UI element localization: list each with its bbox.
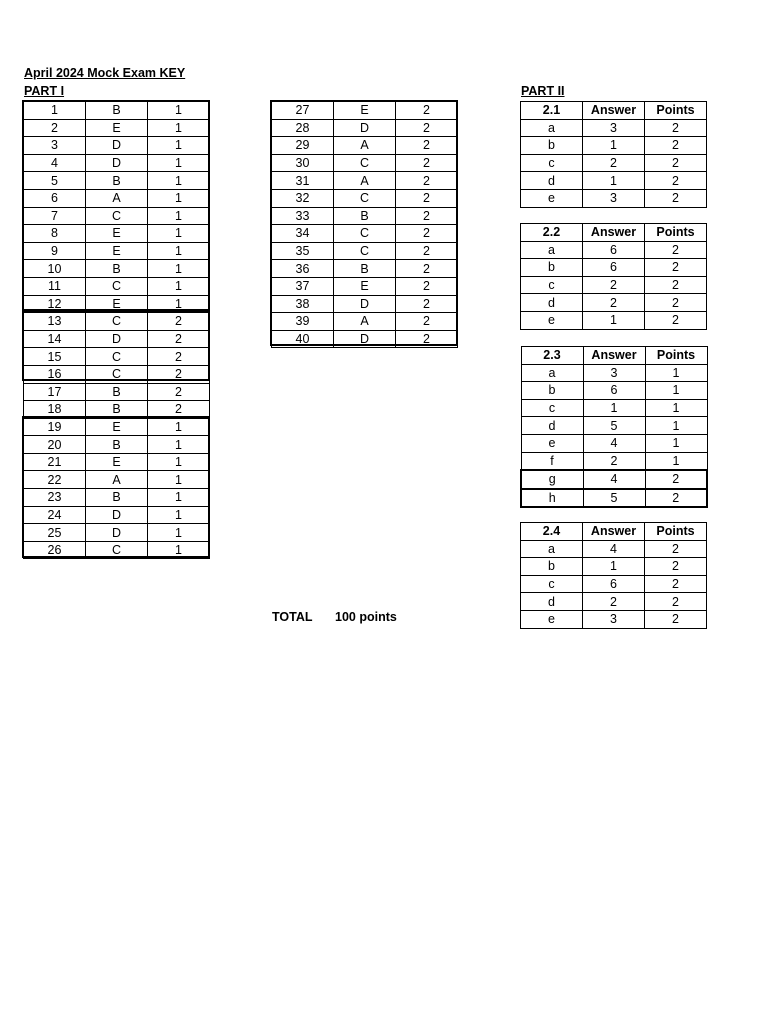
answer-row: [521, 452, 707, 470]
answer-row: [24, 330, 210, 348]
part2-table-2-3: [520, 346, 708, 508]
answer-row: [521, 311, 707, 329]
points-cell: 2: [396, 189, 458, 207]
answer-cell: B: [86, 102, 148, 120]
item-cell: 38: [272, 295, 334, 313]
section-header: 2.4: [521, 523, 583, 541]
points-cell: 2: [148, 348, 210, 366]
answer-cell: 6: [583, 241, 645, 259]
answer-row: [24, 154, 210, 172]
item-cell: 3: [24, 137, 86, 155]
document-title: April 2024 Mock Exam KEY: [24, 66, 186, 80]
answer-cell: B: [86, 401, 148, 419]
points-cell: 2: [148, 330, 210, 348]
answer-row: [521, 399, 707, 417]
answer-row: [272, 313, 458, 331]
item-cell: 27: [272, 102, 334, 120]
answer-row: [272, 189, 458, 207]
points-cell: 1: [148, 207, 210, 225]
answer-row: [521, 434, 707, 452]
item-cell: d: [521, 417, 583, 435]
part2-table-2-1: [520, 101, 707, 208]
answer-cell: A: [86, 189, 148, 207]
points-cell: 1: [148, 471, 210, 489]
answer-row: [521, 259, 707, 277]
item-cell: a: [521, 119, 583, 137]
points-cell: 2: [148, 383, 210, 401]
answer-cell: E: [334, 102, 396, 120]
total-value: 100 points: [335, 610, 397, 624]
answer-cell: C: [86, 365, 148, 383]
answer-cell: B: [86, 436, 148, 454]
item-cell: a: [521, 241, 583, 259]
answer-row: [24, 453, 210, 471]
points-header: Points: [645, 347, 707, 365]
answer-cell: D: [334, 330, 396, 348]
points-cell: 1: [148, 119, 210, 137]
answer-cell: B: [86, 489, 148, 507]
points-cell: 1: [148, 524, 210, 542]
answer-cell: 3: [583, 610, 645, 628]
answer-cell: A: [334, 172, 396, 190]
points-cell: 2: [645, 593, 707, 611]
answer-row: [24, 137, 210, 155]
table-header-row: [521, 102, 707, 120]
answer-row: [521, 382, 707, 400]
answer-cell: D: [86, 330, 148, 348]
points-cell: 2: [645, 558, 707, 576]
item-cell: 1: [24, 102, 86, 120]
answer-row: [272, 207, 458, 225]
item-cell: 5: [24, 172, 86, 190]
answer-row: [521, 610, 707, 628]
answer-cell: D: [334, 119, 396, 137]
answer-row: [24, 102, 210, 120]
points-cell: 1: [148, 172, 210, 190]
answer-row: [521, 558, 707, 576]
item-cell: 10: [24, 260, 86, 278]
section-header: 2.1: [521, 102, 583, 120]
answer-row: [521, 364, 707, 382]
answer-row: [521, 417, 707, 435]
points-cell: 1: [148, 137, 210, 155]
answer-row: [521, 276, 707, 294]
answer-cell: 2: [583, 593, 645, 611]
item-cell: 24: [24, 506, 86, 524]
points-cell: 2: [645, 259, 707, 277]
answer-row: [272, 137, 458, 155]
answer-cell: 4: [583, 540, 645, 558]
answer-row: [272, 225, 458, 243]
item-cell: b: [521, 259, 583, 277]
item-cell: 18: [24, 401, 86, 419]
answer-row: [521, 154, 707, 172]
answer-cell: A: [86, 471, 148, 489]
points-cell: 2: [396, 207, 458, 225]
answer-row: [521, 137, 707, 155]
item-cell: e: [521, 434, 583, 452]
item-cell: 33: [272, 207, 334, 225]
item-cell: 36: [272, 260, 334, 278]
answer-cell: C: [86, 541, 148, 559]
item-cell: 14: [24, 330, 86, 348]
points-cell: 2: [148, 401, 210, 419]
answer-cell: 6: [583, 575, 645, 593]
table-header-row: [521, 347, 707, 365]
item-cell: 34: [272, 225, 334, 243]
points-cell: 2: [396, 172, 458, 190]
answer-cell: E: [86, 453, 148, 471]
points-cell: 2: [645, 154, 707, 172]
points-cell: 2: [396, 260, 458, 278]
points-cell: 2: [645, 470, 707, 489]
item-cell: e: [521, 311, 583, 329]
answer-cell: 6: [583, 382, 645, 400]
answer-row: [272, 260, 458, 278]
answer-cell: C: [334, 154, 396, 172]
answer-cell: 1: [583, 137, 645, 155]
answer-cell: 6: [583, 259, 645, 277]
points-cell: 2: [396, 102, 458, 120]
answer-row: [521, 593, 707, 611]
part1-table-2: [271, 101, 458, 348]
answer-cell: B: [86, 172, 148, 190]
item-cell: 16: [24, 365, 86, 383]
item-cell: e: [521, 189, 583, 207]
answer-row: [521, 294, 707, 312]
answer-cell: C: [86, 277, 148, 295]
answer-cell: E: [334, 277, 396, 295]
item-cell: 12: [24, 295, 86, 313]
answer-cell: 2: [583, 452, 645, 470]
points-cell: 2: [645, 610, 707, 628]
answer-cell: B: [334, 260, 396, 278]
answer-row: [24, 189, 210, 207]
answer-cell: 5: [583, 417, 645, 435]
points-cell: 1: [148, 102, 210, 120]
item-cell: 31: [272, 172, 334, 190]
answer-cell: C: [86, 313, 148, 331]
answer-row: [24, 506, 210, 524]
answer-row: [24, 119, 210, 137]
answer-row: [521, 119, 707, 137]
points-cell: 2: [396, 277, 458, 295]
item-cell: 7: [24, 207, 86, 225]
points-header: Points: [645, 523, 707, 541]
points-cell: 2: [396, 295, 458, 313]
answer-row: [272, 242, 458, 260]
item-cell: c: [521, 154, 583, 172]
points-cell: 1: [645, 382, 707, 400]
section-header: 2.2: [521, 224, 583, 242]
item-cell: 17: [24, 383, 86, 401]
answer-row: [24, 225, 210, 243]
points-cell: 2: [396, 242, 458, 260]
points-cell: 1: [645, 434, 707, 452]
item-cell: 35: [272, 242, 334, 260]
answer-cell: 1: [583, 172, 645, 190]
answer-cell: A: [334, 313, 396, 331]
points-cell: 1: [148, 154, 210, 172]
points-cell: 1: [148, 225, 210, 243]
item-cell: 22: [24, 471, 86, 489]
answer-header: Answer: [583, 523, 645, 541]
points-cell: 2: [645, 489, 707, 508]
answer-row: [24, 401, 210, 419]
answer-row: [272, 119, 458, 137]
answer-cell: D: [86, 506, 148, 524]
item-cell: e: [521, 610, 583, 628]
answer-row: [521, 489, 707, 508]
answer-cell: C: [334, 242, 396, 260]
item-cell: 4: [24, 154, 86, 172]
answer-cell: 3: [583, 189, 645, 207]
answer-row: [272, 154, 458, 172]
answer-cell: 2: [583, 154, 645, 172]
points-cell: 1: [645, 364, 707, 382]
answer-cell: A: [334, 137, 396, 155]
points-cell: 1: [148, 189, 210, 207]
answer-header: Answer: [583, 102, 645, 120]
points-cell: 1: [148, 277, 210, 295]
table-header-row: [521, 224, 707, 242]
answer-cell: E: [86, 119, 148, 137]
item-cell: f: [521, 452, 583, 470]
points-cell: 2: [645, 137, 707, 155]
answer-cell: C: [86, 348, 148, 366]
answer-cell: E: [86, 242, 148, 260]
item-cell: 25: [24, 524, 86, 542]
part1-table-1: [23, 101, 210, 559]
answer-row: [521, 241, 707, 259]
answer-cell: B: [86, 260, 148, 278]
answer-cell: E: [86, 295, 148, 313]
answer-cell: C: [334, 189, 396, 207]
answer-row: [521, 575, 707, 593]
item-cell: 32: [272, 189, 334, 207]
points-header: Points: [645, 102, 707, 120]
answer-row: [24, 242, 210, 260]
item-cell: d: [521, 172, 583, 190]
item-cell: 28: [272, 119, 334, 137]
item-cell: 11: [24, 277, 86, 295]
item-cell: c: [521, 276, 583, 294]
answer-row: [24, 313, 210, 331]
points-cell: 2: [645, 172, 707, 190]
answer-row: [24, 383, 210, 401]
points-cell: 2: [148, 365, 210, 383]
answer-row: [521, 470, 707, 489]
points-cell: 2: [148, 313, 210, 331]
answer-row: [24, 277, 210, 295]
answer-row: [24, 436, 210, 454]
answer-cell: E: [86, 225, 148, 243]
item-cell: 6: [24, 189, 86, 207]
answer-row: [24, 541, 210, 559]
item-cell: 21: [24, 453, 86, 471]
answer-row: [272, 330, 458, 348]
answer-row: [24, 471, 210, 489]
section-header: 2.3: [521, 347, 583, 365]
item-cell: 30: [272, 154, 334, 172]
item-cell: d: [521, 593, 583, 611]
answer-cell: 3: [583, 119, 645, 137]
answer-row: [24, 489, 210, 507]
points-cell: 1: [148, 436, 210, 454]
item-cell: 13: [24, 313, 86, 331]
points-cell: 2: [645, 241, 707, 259]
item-cell: b: [521, 137, 583, 155]
answer-cell: 2: [583, 294, 645, 312]
item-cell: a: [521, 540, 583, 558]
item-cell: d: [521, 294, 583, 312]
answer-row: [272, 172, 458, 190]
answer-cell: D: [86, 524, 148, 542]
points-cell: 2: [396, 119, 458, 137]
points-cell: 2: [645, 294, 707, 312]
points-cell: 1: [148, 418, 210, 436]
points-cell: 1: [148, 541, 210, 559]
points-cell: 1: [645, 452, 707, 470]
points-cell: 2: [645, 189, 707, 207]
answer-cell: 1: [583, 311, 645, 329]
item-cell: 29: [272, 137, 334, 155]
answer-row: [521, 172, 707, 190]
answer-row: [24, 295, 210, 313]
answer-header: Answer: [583, 224, 645, 242]
points-cell: 2: [396, 313, 458, 331]
part2-table-2-4: [520, 522, 707, 629]
points-cell: 2: [645, 540, 707, 558]
points-cell: 1: [645, 417, 707, 435]
answer-row: [272, 295, 458, 313]
answer-row: [24, 260, 210, 278]
item-cell: 20: [24, 436, 86, 454]
points-cell: 2: [396, 154, 458, 172]
item-cell: 2: [24, 119, 86, 137]
answer-cell: B: [86, 383, 148, 401]
points-cell: 2: [645, 119, 707, 137]
points-cell: 2: [396, 330, 458, 348]
table-header-row: [521, 523, 707, 541]
part2-label: PART II: [521, 84, 565, 98]
answer-cell: 1: [583, 558, 645, 576]
answer-cell: 4: [583, 434, 645, 452]
item-cell: 19: [24, 418, 86, 436]
item-cell: 39: [272, 313, 334, 331]
answer-cell: E: [86, 418, 148, 436]
answer-row: [272, 102, 458, 120]
answer-cell: 2: [583, 276, 645, 294]
points-header: Points: [645, 224, 707, 242]
answer-cell: 1: [583, 399, 645, 417]
item-cell: 8: [24, 225, 86, 243]
answer-row: [24, 418, 210, 436]
item-cell: 37: [272, 277, 334, 295]
part1-label: PART I: [24, 84, 65, 98]
item-cell: 26: [24, 541, 86, 559]
points-cell: 2: [645, 575, 707, 593]
points-cell: 2: [396, 225, 458, 243]
answer-row: [521, 189, 707, 207]
item-cell: 9: [24, 242, 86, 260]
answer-row: [24, 524, 210, 542]
item-cell: c: [521, 399, 583, 417]
item-cell: g: [521, 470, 583, 489]
answer-cell: 3: [583, 364, 645, 382]
answer-row: [521, 540, 707, 558]
answer-cell: 4: [583, 470, 645, 489]
item-cell: h: [521, 489, 583, 508]
item-cell: b: [521, 558, 583, 576]
answer-cell: B: [334, 207, 396, 225]
answer-cell: C: [334, 225, 396, 243]
item-cell: b: [521, 382, 583, 400]
answer-cell: 5: [583, 489, 645, 508]
points-cell: 2: [645, 276, 707, 294]
points-cell: 2: [396, 137, 458, 155]
answer-row: [24, 172, 210, 190]
answer-row: [24, 365, 210, 383]
answer-cell: D: [86, 137, 148, 155]
item-cell: 15: [24, 348, 86, 366]
answer-cell: D: [334, 295, 396, 313]
points-cell: 1: [148, 506, 210, 524]
answer-cell: D: [86, 154, 148, 172]
points-cell: 1: [148, 242, 210, 260]
answer-row: [24, 207, 210, 225]
points-cell: 1: [645, 399, 707, 417]
answer-row: [24, 348, 210, 366]
points-cell: 2: [645, 311, 707, 329]
points-cell: 1: [148, 295, 210, 313]
item-cell: 23: [24, 489, 86, 507]
points-cell: 1: [148, 260, 210, 278]
answer-row: [272, 277, 458, 295]
answer-cell: C: [86, 207, 148, 225]
item-cell: c: [521, 575, 583, 593]
part2-table-2-2: [520, 223, 707, 330]
answer-header: Answer: [583, 347, 645, 365]
points-cell: 1: [148, 489, 210, 507]
item-cell: 40: [272, 330, 334, 348]
item-cell: a: [521, 364, 583, 382]
points-cell: 1: [148, 453, 210, 471]
total-label: TOTAL: [272, 610, 313, 624]
